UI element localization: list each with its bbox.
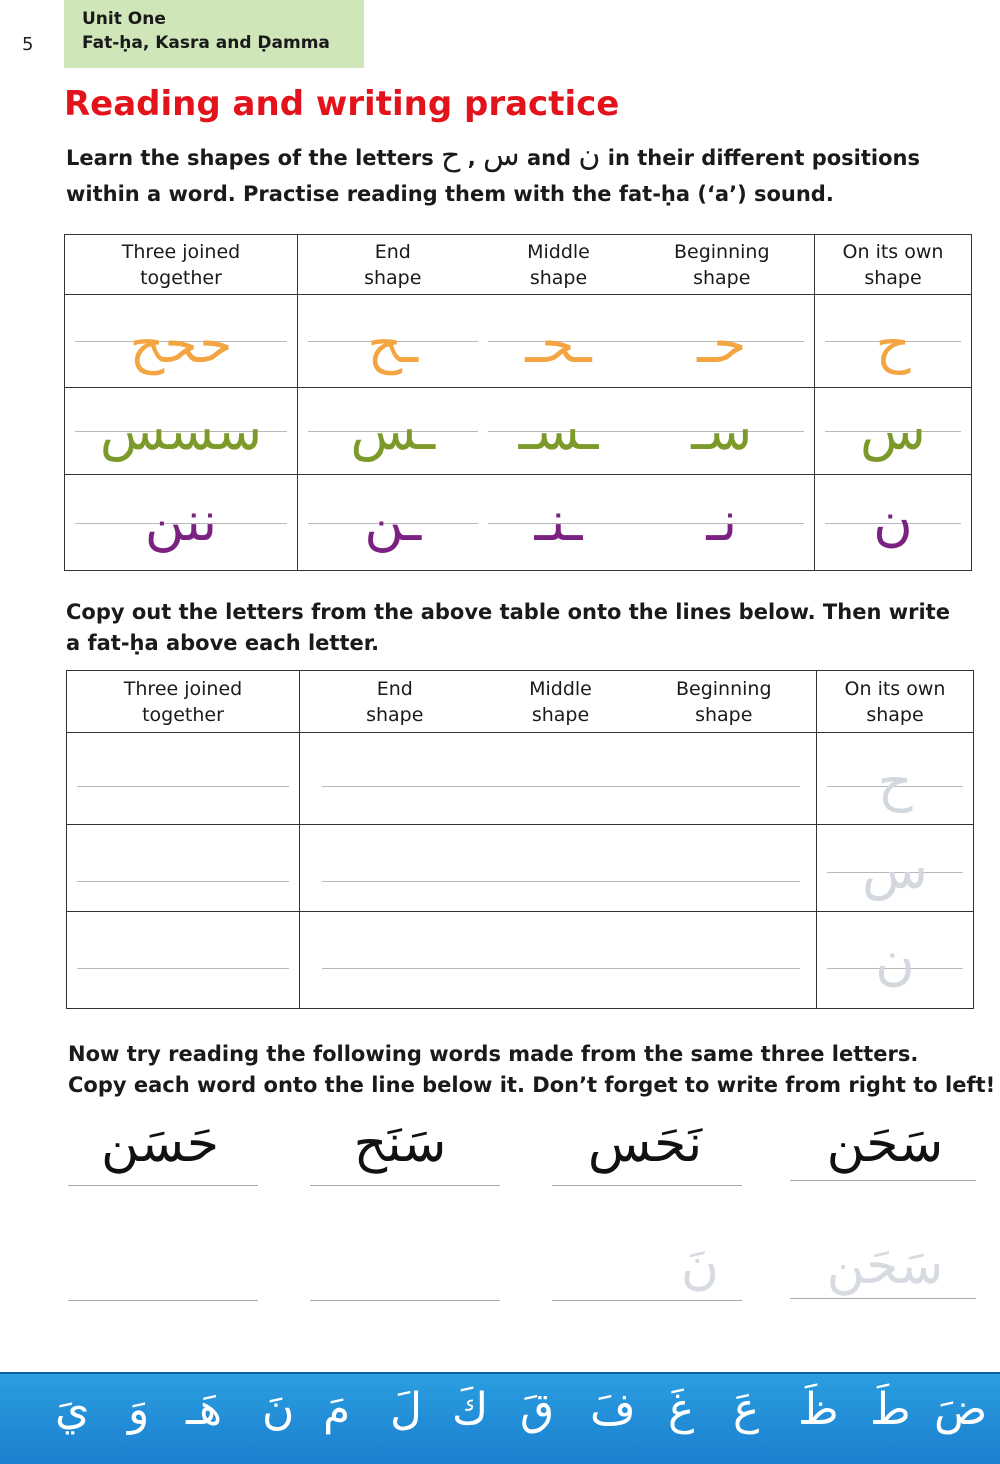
page-title: Reading and writing practice bbox=[64, 84, 620, 124]
cell-end-ha: ـح bbox=[298, 295, 488, 388]
alphabet-letter: فَ bbox=[590, 1384, 636, 1435]
alphabet-letter: لَ bbox=[390, 1384, 422, 1435]
letter-shapes-table bbox=[64, 234, 972, 571]
unit-subtitle: Fat-ḥa, Kasra and Ḍamma bbox=[82, 33, 330, 53]
word-baseline-2 bbox=[310, 1185, 500, 1186]
word-baseline-3 bbox=[552, 1185, 742, 1186]
alphabet-letter: يَ bbox=[55, 1384, 90, 1435]
table-row-nun bbox=[65, 475, 972, 571]
intro-text-2: in their different positions bbox=[607, 146, 920, 170]
intro-line-1 bbox=[66, 138, 920, 173]
intro-letter-sin: س bbox=[483, 138, 520, 173]
header2-end-shape: End shape bbox=[300, 671, 490, 733]
cell-end-nun: ـن bbox=[298, 475, 488, 571]
alphabet-letter: ظَ bbox=[798, 1384, 839, 1435]
cell-own-ha: ح bbox=[815, 295, 972, 388]
trace-word-nahas: نَ bbox=[680, 1236, 720, 1296]
copy-line-3[interactable] bbox=[552, 1300, 742, 1301]
cell-middle-ha: ـحـ bbox=[488, 295, 630, 388]
word-sahan: سَحَن bbox=[826, 1114, 944, 1174]
practice-shapes-nun[interactable] bbox=[300, 912, 817, 1009]
alphabet-letter: غَ bbox=[668, 1384, 695, 1435]
table-row-ha bbox=[65, 295, 972, 388]
practice-shapes-ha[interactable] bbox=[300, 733, 817, 825]
table-header-row bbox=[65, 235, 972, 295]
words-instruction-1: Now try reading the following words made from the same three letters. bbox=[68, 1042, 919, 1066]
cell-middle-nun: ـنـ bbox=[488, 475, 630, 571]
copy-instruction-2: a fat-ḥa above each letter. bbox=[66, 631, 380, 655]
alphabet-strip bbox=[0, 1372, 1000, 1464]
intro-letter-ha: ح bbox=[441, 138, 461, 173]
unit-header bbox=[64, 0, 364, 68]
practice-joined-nun[interactable] bbox=[67, 912, 300, 1009]
header2-middle-shape: Middle shape bbox=[490, 671, 632, 733]
header-beginning-shape: Beginning shape bbox=[630, 235, 815, 295]
practice-own-sin[interactable]: س bbox=[817, 825, 974, 912]
alphabet-letter: ضَ bbox=[934, 1384, 988, 1435]
header-middle-shape: Middle shape bbox=[488, 235, 630, 295]
practice-row-ha bbox=[67, 733, 974, 825]
header-own-shape: On its own shape bbox=[815, 235, 972, 295]
alphabet-letter: نَ bbox=[262, 1384, 295, 1435]
header2-own-shape: On its own shape bbox=[817, 671, 974, 733]
cell-own-nun: ن bbox=[815, 475, 972, 571]
word-baseline-4 bbox=[790, 1180, 976, 1181]
intro-text-1: Learn the shapes of the letters bbox=[66, 146, 434, 170]
copy-instruction-1: Copy out the letters from the above table onto the lines below. Then write bbox=[66, 600, 950, 624]
alphabet-letter: هَـ bbox=[186, 1384, 223, 1435]
word-sanaha: سَنَح bbox=[353, 1114, 447, 1174]
alphabet-letter: طَ bbox=[870, 1384, 911, 1435]
alphabet-letter: قَ bbox=[520, 1384, 555, 1435]
copy-line-4[interactable] bbox=[790, 1298, 976, 1299]
practice-shapes-sin[interactable] bbox=[300, 825, 817, 912]
word-nahas: نَحَس bbox=[587, 1114, 703, 1174]
intro-and: and bbox=[526, 146, 572, 170]
cell-joined-nun: ننن bbox=[65, 475, 298, 571]
words-instruction-2: Copy each word onto the line below it. Don’t forget to write from right to left! bbox=[68, 1073, 996, 1097]
cell-own-sin: س bbox=[815, 388, 972, 475]
practice-joined-ha[interactable] bbox=[67, 733, 300, 825]
practice-own-ha[interactable]: ح bbox=[817, 733, 974, 825]
word-baseline-1 bbox=[68, 1185, 258, 1186]
cell-middle-sin: ـسـ bbox=[488, 388, 630, 475]
practice-own-nun[interactable]: ن bbox=[817, 912, 974, 1009]
header-three-joined: Three joined together bbox=[65, 235, 298, 295]
intro-line-2: within a word. Practise reading them with the fat-ḥa (‘a’) sound. bbox=[66, 182, 834, 206]
unit-title: Unit One bbox=[82, 9, 166, 29]
table2-header-row bbox=[67, 671, 974, 733]
alphabet-letter: وَ bbox=[128, 1384, 150, 1435]
cell-end-sin: ـس bbox=[298, 388, 488, 475]
copy-line-2[interactable] bbox=[310, 1300, 500, 1301]
cell-begin-nun: نـ bbox=[630, 475, 815, 571]
trace-word-sahan: سَحَن bbox=[826, 1236, 944, 1296]
header2-beginning-shape: Beginning shape bbox=[632, 671, 817, 733]
word-hasan: حَسَن bbox=[100, 1114, 220, 1174]
intro-comma: , bbox=[467, 146, 476, 170]
cell-joined-ha: ححح bbox=[65, 295, 298, 388]
practice-joined-sin[interactable] bbox=[67, 825, 300, 912]
page-number: 5 bbox=[22, 34, 34, 55]
cell-joined-sin: سسس bbox=[65, 388, 298, 475]
alphabet-letter: عَ bbox=[733, 1384, 760, 1435]
intro-letter-nun: ن bbox=[578, 138, 601, 173]
cell-begin-ha: حـ bbox=[630, 295, 815, 388]
copy-practice-table bbox=[66, 670, 974, 1009]
practice-row-nun bbox=[67, 912, 974, 1009]
alphabet-letter: كَ bbox=[452, 1384, 489, 1435]
cell-begin-sin: سـ bbox=[630, 388, 815, 475]
alphabet-letter: مَ bbox=[323, 1384, 351, 1435]
copy-line-1[interactable] bbox=[68, 1300, 258, 1301]
table-row-sin bbox=[65, 388, 972, 475]
header-end-shape: End shape bbox=[298, 235, 488, 295]
practice-row-sin bbox=[67, 825, 974, 912]
header2-three-joined: Three joined together bbox=[67, 671, 300, 733]
